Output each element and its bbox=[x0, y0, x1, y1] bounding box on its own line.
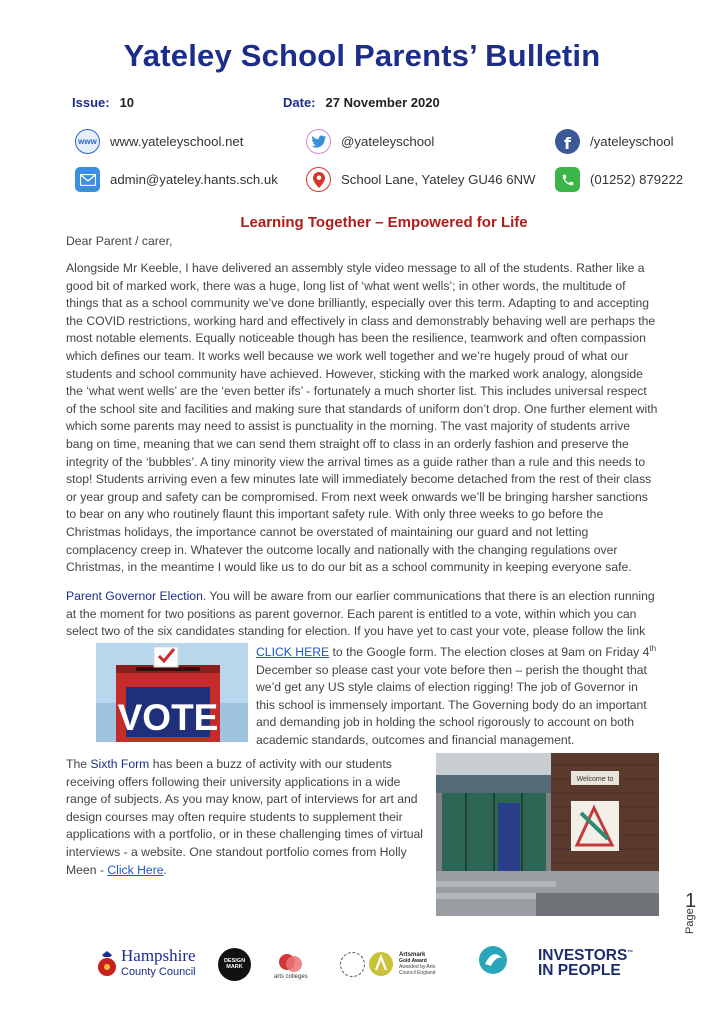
email-link[interactable]: admin@yateley.hants.sch.uk bbox=[110, 172, 278, 187]
arts-colleges-text: arts colleges bbox=[274, 974, 308, 980]
governor-click-here-link[interactable]: CLICK HERE bbox=[256, 645, 330, 660]
governor-text-b: December so please cast your vote before then – perish the thought that we’d get any US style claims of election rigging! The job of Governor in this school is immensely important. The Governing body do an important and demanding job in holding the school rigorously to account on both academic standards, outcomes and financial management. bbox=[256, 662, 647, 748]
phone-contact[interactable] bbox=[555, 167, 683, 192]
artsmark-line3: Awarded by Arts bbox=[399, 964, 436, 970]
investors-line1: INVESTORS bbox=[538, 947, 628, 965]
www-icon-label: www bbox=[78, 137, 97, 146]
sixth-form-text-c: . bbox=[163, 862, 167, 877]
address-contact bbox=[306, 167, 536, 192]
teal-emblem-logo bbox=[476, 944, 510, 984]
governor-text-top: . You will be aware from our earlier communications that there is an election running at the moment for two positions as parent governor. Each parent is entitled to a vote, within which you can select two of the six candidates standing for election. If you have yet to cast your vote, please follow the link bbox=[66, 589, 655, 639]
date-label: Date: bbox=[283, 95, 316, 110]
envelope-icon bbox=[75, 167, 100, 192]
artsmark-line2: Gold Award bbox=[399, 958, 427, 964]
vote-image bbox=[96, 643, 248, 742]
sixth-form-heading: Sixth Form bbox=[90, 757, 150, 771]
twitter-handle[interactable]: @yateleyschool bbox=[341, 134, 435, 149]
school-entrance-photo bbox=[436, 753, 659, 916]
design-mark-text: DESIGN MARK bbox=[218, 948, 251, 981]
artsmark-title: Artsmark bbox=[399, 952, 426, 958]
sixth-form-paragraph bbox=[66, 756, 426, 879]
hampshire-logo bbox=[96, 944, 196, 984]
date-info bbox=[283, 95, 440, 110]
governor-date-suffix: th bbox=[649, 644, 657, 653]
twitter-icon bbox=[306, 129, 331, 154]
governor-paragraph-continued bbox=[256, 640, 660, 750]
school-motto: Learning Together – Empowered for Life bbox=[240, 214, 528, 231]
hampshire-subtitle: County Council bbox=[121, 966, 196, 978]
page-label: Page bbox=[684, 908, 696, 934]
school-address: School Lane, Yateley GU46 6NW bbox=[341, 172, 536, 187]
website-link[interactable]: www.yateleyschool.net bbox=[110, 134, 244, 149]
issue-value: 10 bbox=[119, 95, 135, 110]
hampshire-crest-icon bbox=[96, 949, 118, 979]
artsmark-logo bbox=[340, 944, 435, 984]
sixth-form-text-a: The bbox=[66, 757, 91, 771]
arts-council-seal-icon bbox=[340, 952, 365, 977]
page-title: Yateley School Parents’ Bulletin bbox=[123, 38, 601, 73]
design-mark-logo bbox=[218, 944, 251, 984]
vote-sign-text: VOTE bbox=[117, 697, 219, 738]
sixth-form-click-here-link[interactable]: Click Here bbox=[107, 862, 164, 877]
facebook-handle[interactable]: /yateleyschool bbox=[590, 134, 674, 149]
facebook-icon: f bbox=[555, 129, 580, 154]
investors-in-people-logo bbox=[538, 946, 633, 986]
governor-heading: Parent Governor Election bbox=[66, 589, 203, 603]
globe-icon bbox=[75, 129, 100, 154]
welcome-sign-text: Welcome to bbox=[576, 776, 614, 783]
email-contact[interactable] bbox=[75, 167, 278, 192]
arts-colleges-logo bbox=[274, 946, 308, 986]
phone-icon bbox=[555, 167, 580, 192]
page-number-value: 1 bbox=[685, 890, 697, 912]
arts-colleges-icon bbox=[277, 952, 305, 974]
teal-emblem-icon bbox=[476, 944, 510, 978]
governor-text-a: to the Google form. The election closes at 9am on Friday 4 bbox=[329, 645, 650, 660]
location-pin-icon bbox=[306, 167, 331, 192]
sixth-form-text-b: has been a buzz of activity with our students receiving offers following their university applications in a wide range of subjects. As you may know, part of interviews for art and design courses may often require students to supplement their applications with a portfolio, or in these challenging times of virtual interviews - a website. One standout portfolio comes from Holly Meen - bbox=[66, 757, 424, 877]
hampshire-title: Hampshire bbox=[121, 946, 196, 965]
governor-paragraph bbox=[66, 588, 660, 641]
investors-line2: IN PEOPLE bbox=[538, 962, 621, 980]
issue-label: Issue: bbox=[72, 95, 110, 110]
greeting: Dear Parent / carer, bbox=[66, 234, 173, 248]
intro-paragraph: Alongside Mr Keeble, I have delivered an assembly style video message to all of the students. Rather like a good bit of marked work, there was a huge, long list of ‘what went wells’; in other words, the multitude of things that as a school community we’ve done brilliantly, especially over this term. Adapting to and accepting the COVID restrictions, working hard and effectively in class and demonstrably behaving well are perhaps the most notable elements. Equally noticeable though has been the resilience, teamwork and often compassion which defines our team. It works well because we work well together and we’re hugely proud of what our students and school community have achieved. However, sticking with the marked work analogy, alongside the ‘what went wells’ are the ‘even better ifs’ - fortunately a much shorter list. This includes universal respect of the school site and facilities and making sure that standards of uniform don’t drop. One further element with which some parents may need to assist is punctuality in the morning. The vast majority of students arrive bang on time, meaning that we can send them straight off to class in an orderly fashion and preserve the integrity of the ‘bubbles’. A tiny minority view the arrival times as a guide rather than a rule and this needs to stop! Students arriving even a few minutes late will immediately become detached from the rest of their class or year group and safety can be compromised. From next week onwards we’ll be bringing harsher sanctions to bear on any who routinely flaunt this important safety rule. With only three weeks to go before the Christmas holidays, the importance cannot be overstated of maintaining our guard and not letting complacency creep in. Whatever the outcome locally and nationally with the changing regulations over Christmas, in the meantime I would like us to do our bit as a school community in keeping everyone safe. bbox=[66, 261, 658, 575]
facebook-contact[interactable] bbox=[555, 129, 674, 154]
artsmark-line4: Council England bbox=[399, 970, 436, 976]
website-contact[interactable] bbox=[75, 129, 243, 154]
phone-number[interactable]: (01252) 879222 bbox=[590, 172, 684, 187]
issue-info bbox=[72, 95, 134, 110]
date-value: 27 November 2020 bbox=[325, 95, 440, 110]
investors-tm: ™ bbox=[627, 950, 634, 956]
twitter-contact[interactable] bbox=[306, 129, 434, 154]
artsmark-badge-icon bbox=[368, 951, 394, 977]
